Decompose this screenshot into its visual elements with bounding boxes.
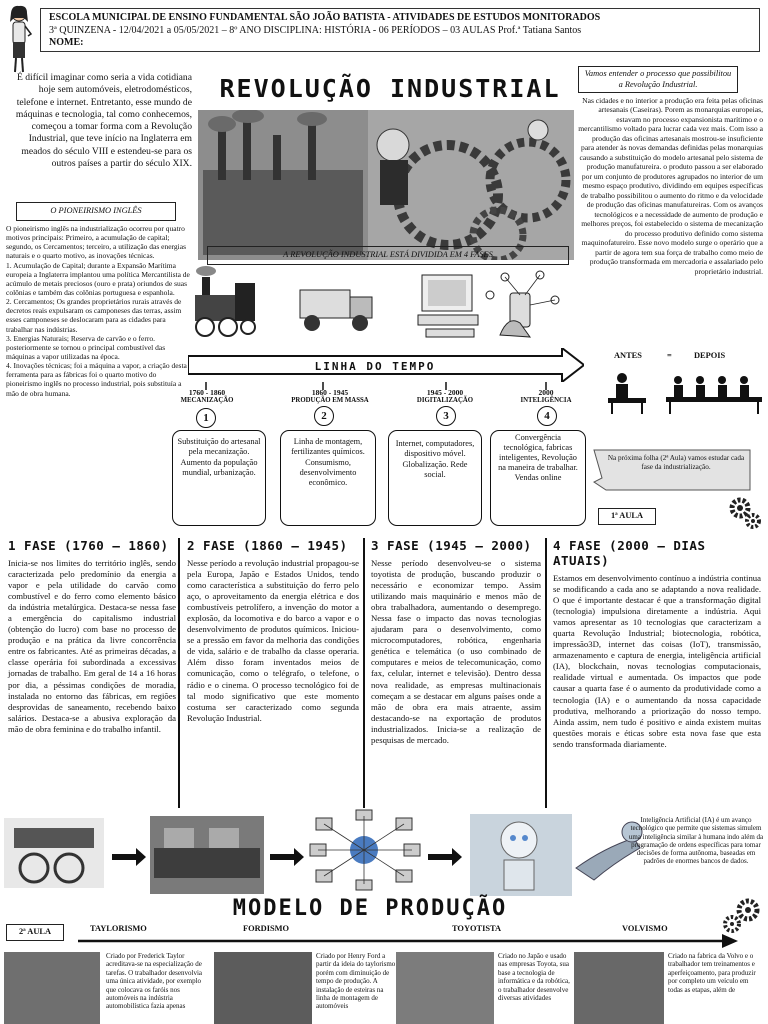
stage-name: PRODUÇÃO EM MASSA <box>291 397 369 404</box>
network-computers-image <box>310 810 420 890</box>
gears-icon <box>726 494 762 530</box>
column-divider <box>545 538 547 808</box>
modelo-title: MODELO DE PRODUÇÃO <box>232 896 508 921</box>
pioneer-heading: O PIONEIRISMO INGLÊS <box>16 202 176 221</box>
ai-caption: Inteligência Artificial (IA) é um avanço tecnológico que permite que sistemas simulem uma inteligência similar à humana indo além da programação de ordens específicas para tomar decisões de forma autônoma, baseadas em padrões de enormes bancos de dados. <box>628 816 764 866</box>
models-timeline-arrow <box>78 934 738 948</box>
phase-title: 2 FASE (1860 – 1945) <box>187 538 348 553</box>
teacher-avatar <box>4 4 34 76</box>
stage-name: MECANIZAÇÃO <box>180 397 234 404</box>
phase-2-column <box>187 538 359 724</box>
computer-icon <box>418 275 478 337</box>
phase-1-column <box>8 538 176 735</box>
stage-name: DIGITALIZAÇÃO <box>416 397 474 404</box>
pioneer-section <box>6 224 192 398</box>
stage-number: 2 <box>314 406 334 426</box>
stage-name: INTELIGÊNCIA <box>520 397 572 404</box>
stage-description: Internet, computadores, dispositivo móvel. Globalização. Rede social. <box>388 430 482 526</box>
header <box>40 8 760 52</box>
timeline-label: LINHA DO TEMPO <box>314 360 436 373</box>
model-text: Criado por Frederick Taylor acreditava-se na especialização de tarefas. O trabalhador desenvolvia uma única atividade, por exemplo que colocava os faróis nos automóveis na indústria automobilística fazia apenas <box>106 952 203 1011</box>
phases-banner: A REVOLUÇÃO INDUSTRIAL ESTÁ DIVIDIDA EM 4 FASES <box>207 246 569 265</box>
stage-number: 1 <box>196 408 216 428</box>
phase-title: 4 FASE (2000 – DIAS ATUAIS) <box>553 538 706 568</box>
smart-device-icon <box>486 271 559 337</box>
model-name: TAYLORISMO <box>90 924 147 933</box>
model-text: Criado no Japão e usado nas empresas Toyota, sua base a tecnologia de informática e da robótica, o trabalhador desenvolve diversas atividades <box>498 952 570 1002</box>
stage-years: 1860 - 1945 <box>311 388 349 397</box>
evolution-images-row <box>4 808 644 898</box>
model-name: VOLVISMO <box>622 924 668 933</box>
antes-depois-image <box>604 366 764 416</box>
stage-description: Substituição do artesanal pela mecanização. Aumento da população mundial, urbanização. <box>172 430 266 526</box>
gears-icon <box>718 896 762 936</box>
model-name: TOYOTISTA <box>452 924 502 933</box>
truck-icon <box>300 290 372 331</box>
model-name: FORDISMO <box>243 924 290 933</box>
column-divider <box>363 538 365 808</box>
timeline-stage-3 <box>405 388 485 405</box>
model-text: Criado por Henry Ford a partir da ideia do taylorismo porém com diminuição de tempo de produção. A instalação de esteiras na linha de montagem de automóveis <box>316 952 396 1011</box>
toyotista-photo <box>396 952 494 1024</box>
phase-3-column <box>371 538 541 746</box>
industrial-collage-image <box>198 110 574 260</box>
fordismo-photo <box>214 952 312 1024</box>
antes-label: ANTES <box>614 351 642 360</box>
robot-ai-image <box>470 814 572 896</box>
timeline-stage-2 <box>280 388 380 405</box>
page-title: REVOLUÇÃO INDUSTRIAL <box>219 74 561 103</box>
equals-label: = <box>667 351 672 360</box>
phase-text: Estamos em desenvolvimento contínuo a indústria continua se modificando a cada ano se adaptando a nova realidade. O que é importante destacar é que a transformação digital (tecnologia) impulsiona diretamente a indústria. Aqui vamos apresentar as 10 tecnologias que caracterizam a quarta Revolução Industrial; biotecnologia, robótica, impressão3D, internet das coisas (IoT), transmissão, armazenamento e captura de energia, inteligência artificial (IA), blockchain, novas tecnologias computacionais, realidade virtual e aumentada. Os impactos que pode causar a quarta fase é o aumento da produtividade como a tecnologia (IA) e o aumentando da nossa capacidade produtiva, melhorando a priorização do nosso tempo. Ainda assim, nem tudo é positivo e ainda existem muitas questões morais e éticas sobre esta nova fase que esta sendo transformada diariamente. <box>553 573 761 749</box>
right-panel-text: Nas cidades e no interior a produção era feita pelas oficinas artesanais (Caseiras). Porem as monarquias europeias, estavam no processo expansionista marítimo e o mercantilismo voltado para lucrar cada vez mais. Com isso a produção das oficinas artesanais mostrou-se insuficiente para atender às novas demandas definidas pelas monarquias causando a substituição do modelo artesanal pelo sistema de produção manufatureira. o produto passou a ser elaborado por um conjunto de produtores agrupados no interior de um mesmo espaço produtivo, dividindo em equipes específicas de trabalho possibilitou o aumento do ritmo e da velocidade de produção das oficinas manufatureiras. Com os avanços tecnológicos e a necessidade de aumento de produção e melhores preços, foi estabelecido o sistema de mecanização do processo produtivo definido como sistema maquinofatureiro. Esse novo modelo surge o operário que a partir de agora tem sua força de trabalho como meio de produção transformada em mercadoria e assalariado pelo proprietário industrial. <box>578 96 763 276</box>
next-lesson-note <box>592 448 752 492</box>
pioneer-item: 3. Energias Naturais; Reserva de carvão e o ferro. posteriormente se tornou o principal combustível das máquinas a vapor utilizadas na época. <box>6 333 166 361</box>
student-name-label: NOME: <box>49 37 84 48</box>
model-text: Criado na fabrica da Volvo e o trabalhador tem treinamentos e aperfeiçoamento, para produzir por completo um veículo em todas as etapas, além de <box>668 952 756 994</box>
stage-description: Linha de montagem, fertilizantes químicos. Consumismo, desenvolvimento econômico. <box>280 430 376 526</box>
phase-title: 3 FASE (1945 – 2000) <box>371 538 532 553</box>
locomotive-icon <box>195 266 255 336</box>
phase-text: Nesse período desenvolveu-se o sistema toyotista de produção, buscando produzir o necessário e economizar tempo. Assim utilizando mais maquinário e menos mão de obra trabalhadora, aumentando o desemprego. Nessa fase o impacto das novas tecnologias ajudaram para o desenvolvimento, como microcomputadores, robótica, engenharia genética e telemática (o uso combinado de computares e meios de telecomunicação, como fax, celular, internet e televisão). Dentro dessa nova realidade, as empresas multinacionais começam a se destacar em alguns países onde a mão de obra era mais atraente, assim destacando-se na exportação de produtos industrializados. Inicia-se a realização de pesquisas de mercado. <box>371 558 541 745</box>
aula-2-badge: 2ª AULA <box>6 924 64 941</box>
school-name: ESCOLA MUNICIPAL DE ENSINO FUNDAMENTAL SÃO JOÃO BATISTA - ATIVIDADES DE ESTUDOS MONITORADOS <box>49 12 601 23</box>
pioneer-item: 2. Cercamentos; Os grandes proprietários rurais através de decretos reais expulsaram os camponeses das terras, assim esses camponeses se deslocaram para as cidades para trabalhar nas indústrias. <box>6 297 182 334</box>
stage-years: 2000 <box>538 388 554 397</box>
right-panel-heading: Vamos entender o processo que possibilitou a Revolução Industrial. <box>578 66 738 93</box>
assembly-line-image <box>150 816 264 894</box>
timeline-stage-4 <box>506 388 586 405</box>
taylorismo-photo <box>4 952 100 1024</box>
pioneer-text: O pioneirismo inglês na industrialização ocorreu por quatro motivos principais: Primeiro, a acumulação de capital; segundo, os Cercamentos; terceiro, a utilização das energias naturais e o quarto motivo, as inovações técnicas. <box>6 224 187 261</box>
stage-number: 3 <box>436 406 456 426</box>
column-divider <box>178 538 180 808</box>
intro-text: É difícil imaginar como seria a vida cotidiana hoje sem automóveis, eletrodomésticos, telefone e internet. Entretanto, esse mundo de máquinas e tecnologia, tal como conhecemos, começou a tomar forma com a Revolução Industrial, que teve início na Inglaterra em meados do século VIII e estendeu-se para os outros países a partir do século XIX. <box>15 72 192 169</box>
volvismo-photo <box>574 952 664 1024</box>
phase-text: Inicia-se nos limites do território inglês, sendo caracterizada pelo predomínio da energia a vapor e pela utilidade do carvão como combustível e do ferro como elemento básico da indústria metalúrgica. Destaca-se nessa fase a emergência do capitalismo industrial (obtenção do lucro) com base no processo de produção e na prática da livre concorrência entre os fabricantes. Até as primeiras décadas, a classe operária foi subordinada a excessivas jornadas de trabalho. Em geral de 14 a 16 horas por dia, a péssimas condições de moradia, instalada no entorno das fábricas, em regiões desprovidas de saneamento, recebendo baixo salários. Destaca-se a abusiva exploração da mão de obra feminina e do trabalho infantil. <box>8 558 176 734</box>
phase-text: Nesse período a revolução industrial propagou-se pela Europa, Japão e Estados Unidos, tendo como característica a substituição do ferro pelo aço, o aproveitamento da energia elétrica e dos combustíveis petrolífero, a invenção do motor a explosão, da locomotiva e do barco a vapor e o desenvolvimento de produtos químicos. Iniciou-se a pressão em favor da melhoria das condições de vida, salário e de trabalho da classe operaria. Além disso foram inventados meios de comunicação, como o telégrafo, o telefone, o rádio e o cinema. O processo tecnológico foi de tal modo significativo que este momento costuma ser caracterizado como segunda Revolução Industrial. <box>187 558 360 723</box>
phase-4-column <box>553 538 761 750</box>
stage-years: 1760 - 1860 <box>188 388 226 397</box>
pioneer-item: 1. Acumulação de Capital; durante a Expansão Marítima europeia a Inglaterra implantou uma política Mercantilista de acúmulo de metais preciosos (ouro e prata) oriundos de suas colônias e também das colônias portuguesa e espanhola. <box>6 260 190 297</box>
steam-machinery-image <box>4 818 104 888</box>
next-lesson-text: Na próxima folha (2ª Aula) vamos estudar cada fase da industrialização. <box>607 454 745 471</box>
aula-1-badge: 1ª AULA <box>598 508 656 525</box>
phase-title: 1 FASE (1760 – 1860) <box>8 538 169 553</box>
timeline-stage-1 <box>172 388 242 405</box>
stage-number: 4 <box>537 406 557 426</box>
stage-years: 1945 - 2000 <box>426 388 464 397</box>
depois-label: DEPOIS <box>694 351 726 360</box>
phase-icons-row <box>190 265 580 345</box>
class-info: 3ª QUINZENA - 12/04/2021 a 05/05/2021 – 8º ANO DISCIPLINA: HISTÓRIA - 06 PERÍODOS – 03 AULAS Prof.ª Tatiana Santos <box>49 24 582 36</box>
stage-description: Convergência tecnológica, fabricas inteligentes, Revolução na maneira de trabalhar. Vendas online <box>490 430 586 526</box>
pioneer-item: 4. Inovações técnicas; foi a máquina a vapor, a criação desta ferramenta para as fábricas foi o quarto motivo do pioneirismo inglês no processo industrial, pois substituía a mão de obra humana. <box>6 361 187 398</box>
